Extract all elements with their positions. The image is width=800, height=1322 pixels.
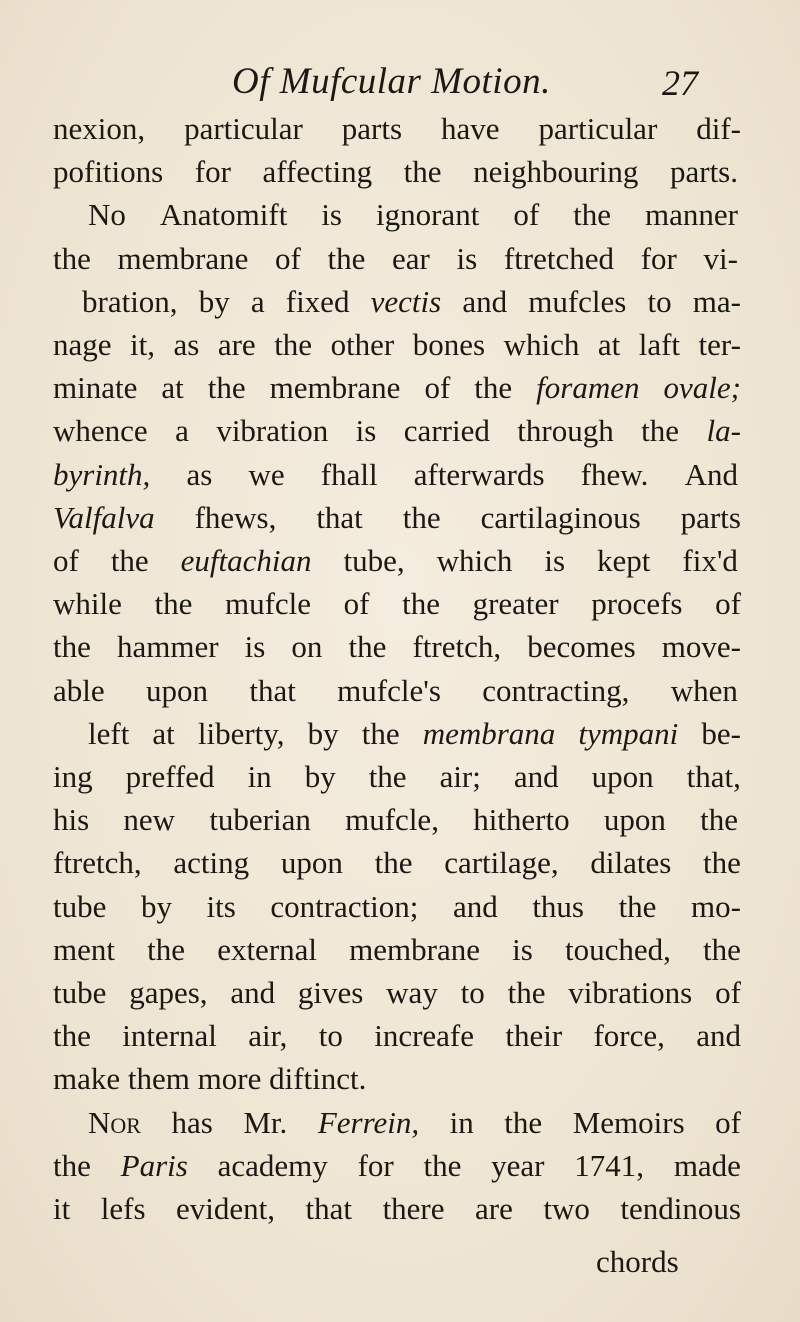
word: the [402,499,441,535]
word: air; [439,759,481,794]
word: fhews, [194,499,277,535]
word: gives [297,975,364,1010]
word: vectis [370,283,442,319]
word: external [217,931,318,967]
word: lefs [100,1191,146,1226]
word: more [197,1061,262,1097]
word: afterwards [413,456,545,492]
word: parts [680,499,741,535]
text-line [53,364,741,412]
word: liberty, [197,715,285,751]
word: mufcles [528,283,627,319]
word: membrane [269,370,401,406]
word: cartilaginous [480,499,641,535]
word: ter- [698,327,741,362]
word: to [460,975,485,1010]
word: the [53,1018,91,1054]
word: vibration [216,413,329,449]
word: the [507,975,546,1010]
word: upon [280,845,343,881]
word: of [715,586,741,622]
word: tuberian [209,802,311,838]
word: the [618,888,657,924]
text-line [53,580,741,628]
word: pofitions [53,154,164,190]
word: while [53,586,122,622]
word: be- [701,715,741,751]
word: bones [412,327,486,362]
word: able [53,672,105,708]
word: the [641,413,680,449]
word: fhew. [580,456,649,492]
word: Valfalva [53,499,155,535]
word: tube [53,888,107,924]
text-line [53,235,738,283]
word: hammer [116,629,219,665]
word: the [327,240,366,276]
word: the [402,586,440,622]
word: becomes [527,629,636,665]
text-line [53,105,741,153]
word: left [88,715,130,751]
word: the [53,1147,91,1183]
word: is [355,413,377,449]
word: upon [145,672,208,708]
word: which [436,543,513,578]
word: as [173,327,200,362]
word: them [127,1061,190,1097]
word: which [503,327,580,362]
word: to [318,1018,343,1054]
word: at [161,370,184,406]
word: ftretched [503,240,615,276]
page-header [0,52,800,112]
word: for [194,154,231,190]
text-line [53,667,738,715]
word: of [715,1104,741,1140]
word: thus [532,888,584,924]
word: Mr. [243,1104,288,1140]
word: touched, [565,931,671,967]
word: for [640,240,677,276]
word: internal [122,1018,217,1054]
word: their [505,1018,563,1054]
word: 1741, [574,1147,645,1183]
word: mo- [691,888,741,924]
word: is [544,543,566,578]
word: minate [53,370,138,406]
word: the [703,931,741,967]
text-line [53,926,741,974]
word: year [491,1147,545,1183]
word: tendinous [620,1191,741,1226]
word: Paris [120,1147,188,1183]
word: particular [538,111,658,146]
text-line [88,191,738,239]
word: whence [53,413,148,449]
word: byrinth, [53,456,151,492]
word: through [517,413,614,449]
word: gapes, [129,975,208,1010]
word: vibrations [568,975,693,1010]
word: cartilage, [444,845,559,881]
word: membrane [117,240,249,276]
word: manner [645,197,738,233]
word: have [441,111,500,146]
word: the [423,1147,462,1183]
text-line [53,1055,366,1103]
word: of [53,543,79,578]
word: of [275,240,301,276]
text-line [53,148,738,196]
word: increafe [374,1018,475,1054]
word: at [152,715,175,751]
word: it, [130,327,156,362]
word: Ferrein, [317,1104,420,1140]
text-line [53,969,741,1017]
word: the [573,197,612,233]
text-line [53,407,741,455]
word: by [140,888,172,924]
word: mufcle, [345,802,439,838]
word: ftretch, [53,845,142,881]
word: ing [53,759,93,794]
word: of [513,197,540,233]
word: Memoirs [572,1104,685,1140]
word: ovale; [663,370,741,406]
word: the [361,715,400,751]
word: Nor [88,1104,141,1140]
word: the [374,845,413,881]
word: move- [661,629,741,665]
word: by [304,759,336,794]
word: neighbouring [473,154,639,190]
word: carried [403,413,490,449]
word: the [474,370,513,406]
word: and [230,975,276,1010]
word: that, [686,759,741,794]
word: its [206,888,236,924]
word: foramen [536,370,640,406]
text-line [88,710,741,758]
word: make [53,1061,121,1097]
word: fix'd [682,543,738,578]
word: is [512,931,533,967]
word: evident, [176,1191,276,1226]
word: the [53,629,91,665]
word: by [307,715,339,751]
word: No [88,197,126,233]
word: bration, [82,283,178,319]
word: preffed [125,759,215,794]
word: hitherto [473,802,570,838]
catchword: chords [596,1244,679,1279]
word: the [348,629,387,665]
page-number: 27 [662,63,698,103]
text-line [53,451,738,499]
word: dilates [590,845,672,881]
word: mufcle [224,586,312,622]
word: upon [603,802,666,838]
word: the [147,931,186,967]
word: the [700,802,738,838]
word: parts [341,111,403,146]
word: particular [184,111,303,146]
word: nexion, [53,111,146,146]
word: procefs [591,586,683,622]
word: is [321,197,342,233]
word: laft [638,327,681,362]
word: a [250,283,265,319]
word: parts. [669,154,738,190]
word: contracting, [482,672,630,708]
word: upon [591,759,654,794]
word: to [647,283,672,319]
word: la- [706,413,741,449]
running-title: Of Mufcular Motion. [232,61,551,102]
word: nage [53,327,112,362]
word: of [715,975,741,1010]
word: has [171,1104,213,1140]
word: other [330,327,395,362]
word: ignorant [376,197,480,233]
word: in [449,1104,474,1140]
word: and [452,888,498,924]
word: affecting [262,154,373,190]
text-line [53,494,741,542]
word: in [247,759,272,794]
word: on [291,629,323,665]
word: tube, [343,543,405,578]
text-line [53,1185,741,1233]
word: way [386,975,438,1010]
word: Anatomift [159,197,288,233]
word: of [343,586,370,622]
word: tympani [578,715,679,751]
word: that [249,672,296,708]
word: force, [593,1018,665,1054]
word: made [673,1147,741,1183]
word: when [670,672,738,708]
word: kept [597,543,651,578]
word: and [513,759,559,794]
word: two [543,1191,590,1226]
text-line [53,321,741,369]
word: vi- [703,240,738,276]
text-line [53,883,741,931]
word: and [462,283,508,319]
word: are [475,1191,513,1226]
word: the [207,370,246,406]
text-line [88,1099,741,1147]
word: acting [173,845,250,881]
word: euftachian [180,543,312,578]
word: new [123,802,176,838]
word: mufcle's [337,672,441,708]
word: by [198,283,230,319]
word: and [696,1018,741,1054]
word: membrane [349,931,480,967]
word: ma- [692,283,741,319]
word: the [154,586,193,622]
word: the [368,759,407,794]
text-line [53,537,738,585]
word: ftretch, [412,629,502,665]
word: tube [53,975,107,1010]
word: are [217,327,256,362]
word: diftinct. [269,1061,367,1097]
word: ment [53,931,115,967]
word: it [53,1191,71,1226]
word: that [305,1191,353,1226]
word: for [357,1147,394,1183]
word: is [456,240,478,276]
word: at [597,327,621,362]
word: as [186,456,213,492]
word: the [53,240,91,276]
word: greater [472,586,559,622]
text-line [53,1012,741,1060]
word: his [53,802,90,838]
word: the [504,1104,543,1140]
word: And [684,456,738,492]
text-line [53,839,741,887]
word: the [403,154,442,190]
word: of [424,370,451,406]
text-line [82,278,741,326]
text-line [53,623,741,671]
text-line [53,796,738,844]
word: fhall [320,456,378,492]
word: a [175,413,189,449]
word: ear [392,240,430,276]
word: there [382,1191,445,1226]
word: contraction; [270,888,419,924]
word: dif- [696,111,741,146]
word: is [244,629,266,665]
text-line [53,1142,741,1190]
text-line [53,753,741,801]
word: we [248,456,285,492]
word: fixed [285,283,350,319]
word: academy [217,1147,328,1183]
word: membrana [422,715,556,751]
word: the [703,845,741,881]
word: the [110,543,149,578]
word: air, [248,1018,288,1054]
word: the [274,327,313,362]
word: that [316,499,363,535]
